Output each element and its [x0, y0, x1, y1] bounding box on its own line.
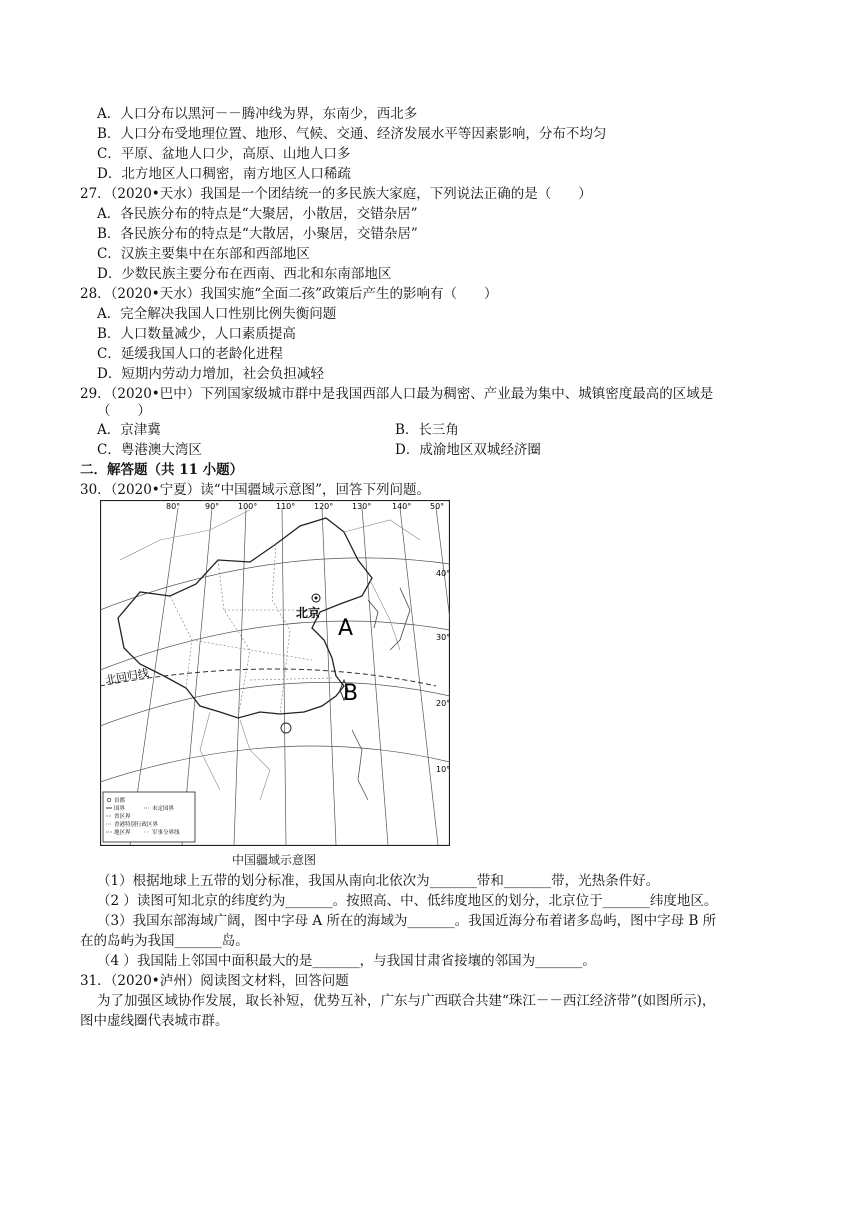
q31-para-line2: 图中虚线圈代表城市群。	[80, 1013, 229, 1029]
q26-option-b: B．人口分布受地理位置、地形、气候、交通、经济发展水平等因素影响，分布不均匀	[97, 126, 607, 142]
q27-stem: 27．（2020•天水）我国是一个团结统一的多民族大家庭，下列说法正确的是（ ）	[80, 186, 592, 202]
q29-stem: 29．（2020•巴中）下列国家级城市群中是我国西部人口最为稠密、产业最为集中、城镇密度最高的区域是	[80, 386, 714, 402]
china-territory-map	[100, 500, 450, 846]
q31-stem: 31．（2020•泸州）阅读图文材料，回答问题	[80, 973, 349, 989]
map-legend	[103, 792, 195, 842]
legend-item: 国界	[114, 806, 126, 812]
q30-sub2: （2 ）读图可知北京的纬度约为_______。按照高、中、低纬度地区的划分，北京位于_______纬度地区。	[97, 893, 718, 909]
lat-label: 40°	[436, 569, 450, 578]
legend-item: 首都	[114, 798, 126, 804]
q27-option-d: D．少数民族主要分布在西南、西北和东南部地区	[97, 266, 392, 282]
q29-option-c: C．粤港澳大湾区	[97, 442, 202, 458]
legend-item: 未定国界	[152, 806, 175, 812]
section-title: 二．解答题（共 11 小题）	[80, 462, 244, 478]
q30-sub3-line2: 在的岛屿为我国_______岛。	[80, 933, 249, 949]
lon-label: 100°	[238, 502, 258, 511]
q29-option-d: D．成渝地区双城经济圈	[395, 442, 541, 458]
q26-option-a: A．人口分布以黑河－－腾冲线为界，东南少，西北多	[97, 106, 418, 122]
q26-option-d: D．北方地区人口稠密，南方地区人口稀疏	[97, 166, 351, 182]
lon-label: 130°	[352, 502, 372, 511]
beijing-marker-dot	[315, 597, 318, 600]
map-label-b: B	[343, 681, 359, 706]
q29-option-a: A．京津冀	[97, 422, 161, 438]
q27-option-b: B．各民族分布的特点是“大散居，小聚居，交错杂居”	[97, 226, 418, 242]
q27-option-c: C．汉族主要集中在东部和西部地区	[97, 246, 310, 262]
q29-option-b: B．长三角	[395, 422, 459, 438]
lon-label: 80°	[166, 502, 181, 511]
legend-item: 香港特别行政区界	[114, 822, 159, 828]
q27-option-a: A．各民族分布的特点是“大聚居，小散居，交错杂居”	[97, 206, 418, 222]
tropic-label: 北回归线	[104, 666, 150, 687]
lat-label: 20°	[436, 699, 450, 708]
legend-item: 军事分界线	[152, 830, 180, 836]
map-caption: 中国疆域示意图	[232, 853, 317, 867]
beijing-label: 北京	[296, 606, 321, 620]
q26-option-c: C．平原、盆地人口少，高原、山地人口多	[97, 146, 351, 162]
legend-item: 省区界	[114, 814, 131, 820]
lon-label: 50°	[430, 502, 445, 511]
lon-label: 110°	[276, 502, 296, 511]
q28-option-a: A．完全解决我国人口性别比例失衡问题	[97, 306, 337, 322]
lat-label: 30°	[436, 633, 450, 642]
lon-label: 140°	[392, 502, 412, 511]
lon-label: 120°	[314, 502, 334, 511]
q30-sub4: （4 ）我国陆上邻国中面积最大的是_______，与我国甘肃省接壤的邻国为_______。	[97, 953, 596, 969]
map-label-a: A	[338, 616, 354, 641]
q28-option-c: C．延缓我国人口的老龄化进程	[97, 346, 283, 362]
lat-label: 10°	[436, 765, 450, 774]
q30-sub3-line1: （3）我国东部海域广阔，图中字母 A 所在的海域为_______。我国近海分布着诸多岛屿，图中字母 B 所	[97, 913, 717, 929]
q28-option-d: D．短期内劳动力增加，社会负担减轻	[97, 366, 324, 382]
lon-label: 90°	[205, 502, 220, 511]
q28-stem: 28．（2020•天水）我国实施“全面二孩”政策后产生的影响有（ ）	[80, 286, 498, 302]
q28-option-b: B．人口数量减少，人口素质提高	[97, 326, 296, 342]
legend-item: 地区界	[114, 830, 131, 836]
q30-sub1: （1）根据地球上五带的划分标准，我国从南向北依次为_______带和_______带，光热条件好。	[97, 873, 660, 889]
q29-stem-cont: （ ）	[97, 403, 151, 419]
q30-stem: 30．（2020•宁夏）读“中国疆域示意图”，回答下列问题。	[80, 482, 431, 498]
q31-para-line1: 为了加强区域协作发展，取长补短，优势互补，广东与广西联合共建“珠江－－西江经济带”(如图所示)，	[97, 993, 716, 1009]
